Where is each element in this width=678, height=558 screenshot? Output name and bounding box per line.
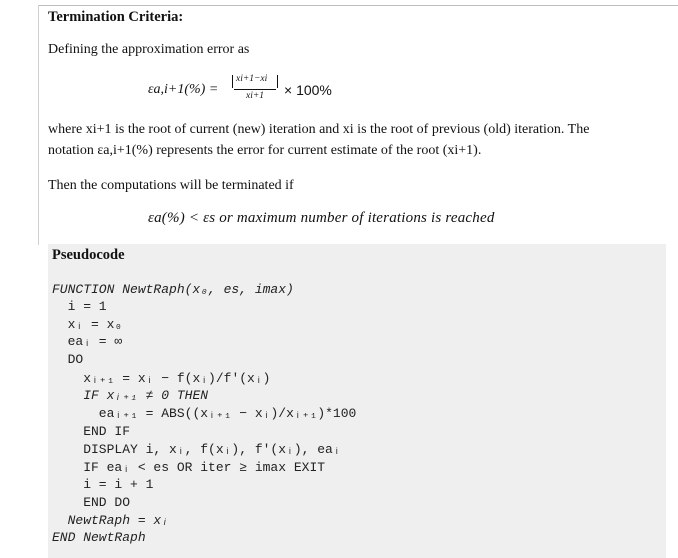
code-line: FUNCTION NewtRaph(x₀, es, imax) — [52, 282, 294, 297]
fraction-bar — [234, 89, 276, 90]
left-border — [38, 5, 39, 245]
code-line: eaᵢ₊₁ = ABS((xᵢ₊₁ − xᵢ)/xᵢ₊₁)*100 — [52, 406, 357, 421]
code-line: NewtRaph = xᵢ — [52, 513, 170, 528]
code-line: i = 1 — [52, 299, 107, 314]
code-line: xᵢ = x₀ — [52, 317, 123, 332]
equation-numerator: xi+1−xi — [236, 74, 268, 84]
termination-condition: εa(%) < εs or maximum number of iterations is reached — [148, 210, 495, 226]
code-line: eaᵢ = ∞ — [52, 334, 123, 349]
intro-paragraph: Defining the approximation error as — [48, 42, 250, 57]
equation-denominator: xi+1 — [246, 91, 265, 101]
equation-lhs: εa,i+1(%) = — [148, 82, 219, 97]
code-line: xᵢ₊₁ = xᵢ − f(xᵢ)/f′(xᵢ) — [52, 371, 271, 386]
top-border — [38, 5, 678, 6]
code-line: END NewtRaph — [52, 530, 146, 545]
equation-fraction — [232, 75, 280, 105]
pseudocode-heading: Pseudocode — [52, 247, 125, 263]
termination-paragraph: Then the computations will be terminated if — [48, 178, 294, 193]
equation-rhs: × 100% — [284, 82, 332, 98]
code-line: IF xᵢ₊₁ ≠ 0 THEN — [52, 388, 209, 403]
code-line: DISPLAY i, xᵢ, f(xᵢ), f′(xᵢ), eaᵢ — [52, 442, 341, 457]
code-line: i = i + 1 — [52, 477, 154, 492]
section-heading: Termination Criteria: — [48, 9, 184, 25]
code-line: IF eaᵢ < es OR iter ≥ imax EXIT — [52, 460, 326, 475]
code-line: END IF — [52, 424, 131, 439]
code-line: DO — [52, 352, 84, 367]
code-line: END DO — [52, 495, 131, 510]
explanation-line-1: where xi+1 is the root of current (new) iteration and xi is the root of previous (old) iteration. The — [48, 122, 590, 137]
explanation-line-2: notation εa,i+1(%) represents the error for current estimate of the root (xi+1). — [48, 143, 482, 158]
